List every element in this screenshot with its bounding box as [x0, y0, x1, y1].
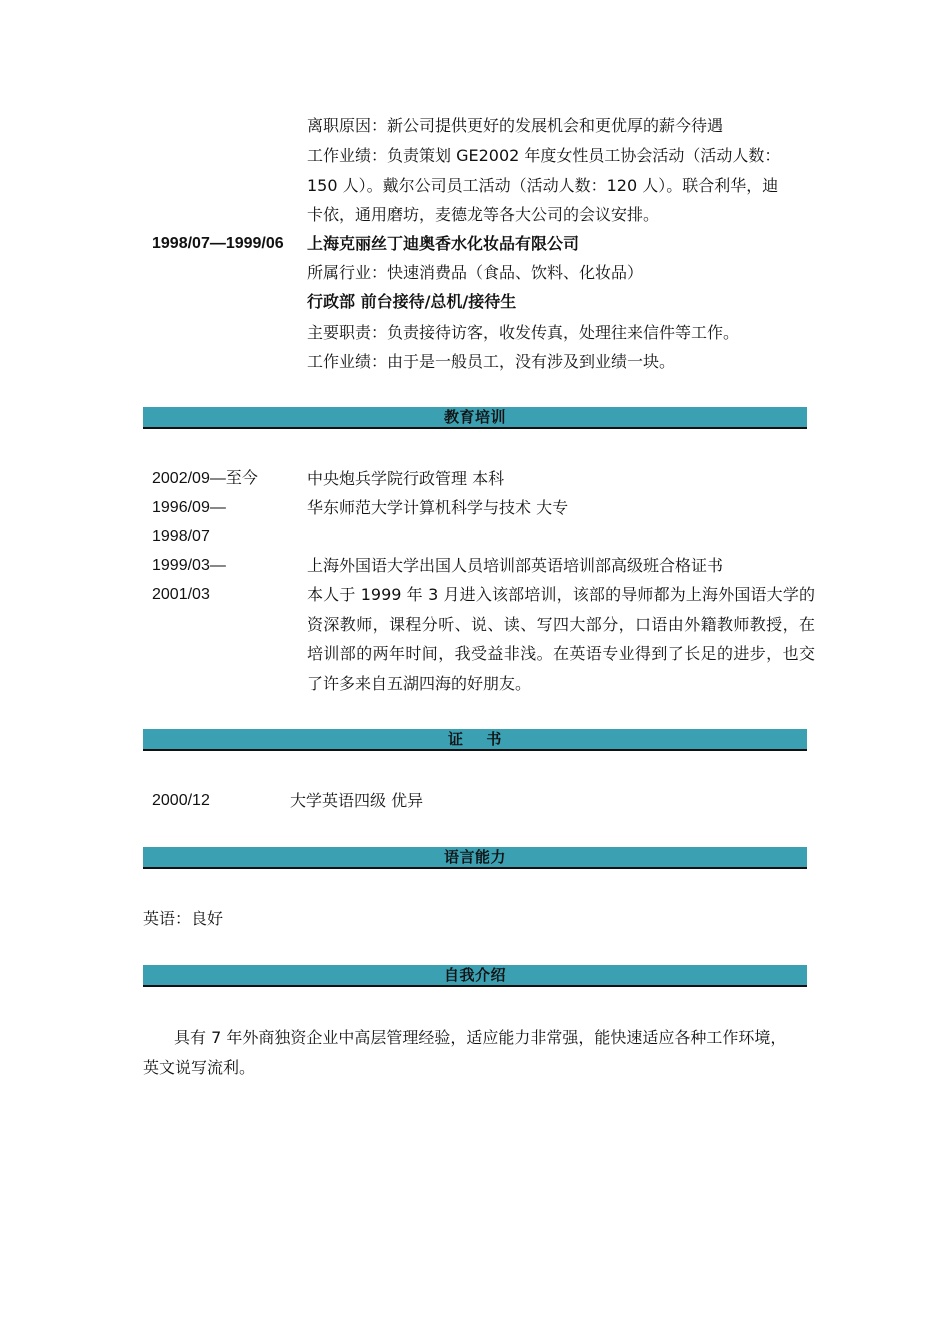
- job-department-position: 行政部 前台接待/总机/接待生: [307, 292, 517, 311]
- education-1-text: 中央炮兵学院行政管理 本科: [307, 469, 505, 488]
- prev-job-performance-line-2: 150 人）。戴尔公司员工活动（活动人数：120 人）。联合利华，迪: [307, 176, 779, 195]
- education-section-header: [143, 407, 807, 429]
- education-2-date-end: 1998/07: [152, 528, 210, 545]
- education-2-text: 华东师范大学计算机科学与技术 大专: [307, 498, 569, 517]
- education-3-description: 本人于 1999 年 3 月进入该部培训，该部的导师都为上海外国语大学的资深教师，课程分听、说、读、写四大部分，口语由外籍教师教授，在培训部的两年时间，我受益非浅。在英语专业得到了长足的进步，也交了许多来自五湖四海的好朋友。: [307, 585, 815, 693]
- education-3-date-end: 2001/03: [152, 586, 210, 603]
- certificate-section-header: [143, 729, 807, 751]
- job-performance: 工作业绩：由于是一般员工，没有涉及到业绩一块。: [307, 352, 676, 371]
- language-section-header: [143, 847, 807, 869]
- education-2-date-start: 1996/09—: [152, 499, 226, 516]
- job-date: 1998/07—1999/06: [152, 235, 284, 252]
- job-company: 上海克丽丝丁迪奥香水化妆品有限公司: [307, 234, 580, 253]
- prev-job-performance-line-1: 工作业绩：负责策划 GE2002 年度女性员工协会活动（活动人数：: [307, 146, 781, 165]
- education-3-date-start: 1999/03—: [152, 557, 226, 574]
- intro-line-1: 具有 7 年外商独资企业中高层管理经验，适应能力非常强，能快速适应各种工作环境，: [174, 1028, 787, 1047]
- intro-line-2: 英文说写流利。: [143, 1058, 256, 1077]
- prev-job-performance-line-3: 卡依，通用磨坊，麦德龙等各大公司的会议安排。: [307, 205, 660, 224]
- job-industry: 所属行业：快速消费品（食品、饮料、化妆品）: [307, 263, 644, 282]
- education-3-title: 上海外国语大学出国人员培训部英语培训部高级班合格证书: [307, 556, 724, 575]
- intro-heading: 自我介绍: [443, 966, 506, 984]
- job-duty: 主要职责：负责接待访客，收发传真，处理往来信件等工作。: [307, 323, 740, 342]
- certificate-heading: 证 书: [448, 730, 502, 748]
- prev-job-leave-reason: 离职原因：新公司提供更好的发展机会和更优厚的薪今待遇: [307, 116, 724, 135]
- language-text: 英语：良好: [143, 909, 224, 928]
- education-1-date: 2002/09—至今: [152, 470, 258, 487]
- certificate-text: 大学英语四级 优异: [290, 791, 424, 810]
- education-heading: 教育培训: [443, 408, 506, 426]
- language-heading: 语言能力: [443, 848, 506, 866]
- certificate-date: 2000/12: [152, 792, 210, 809]
- intro-section-header: [143, 965, 807, 987]
